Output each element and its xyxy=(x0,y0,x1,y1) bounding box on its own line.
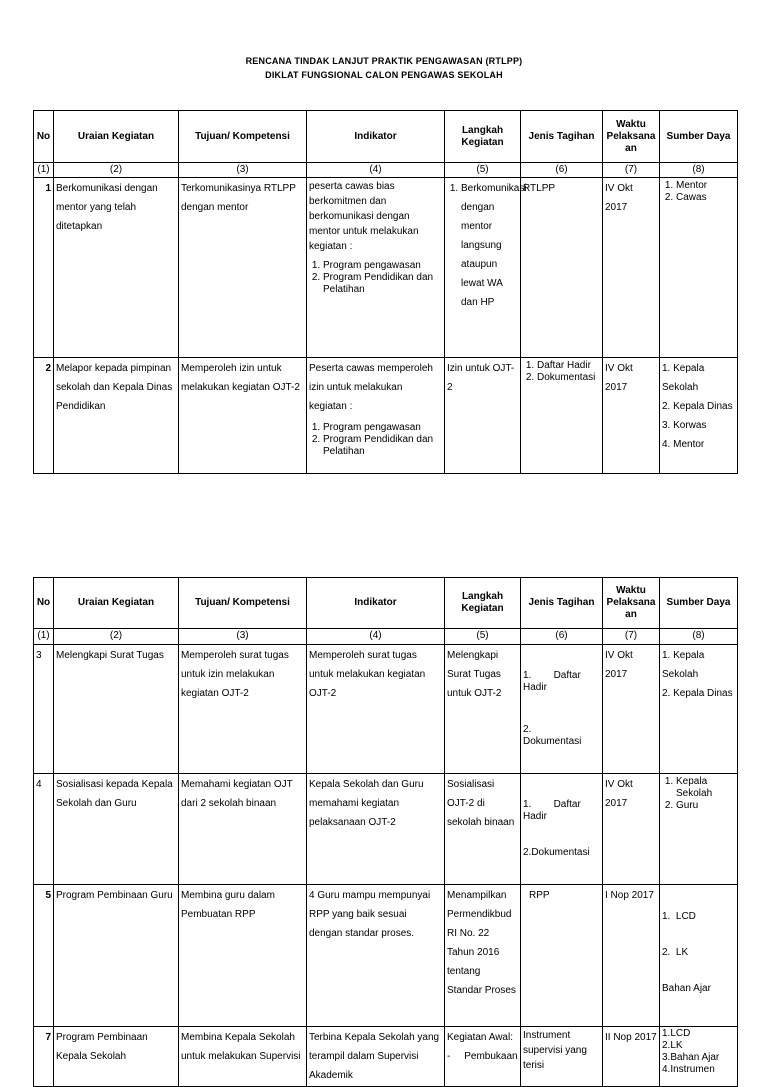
num-1: (1) xyxy=(34,629,54,645)
header-waktu: Waktu Pelaksana an xyxy=(603,578,660,629)
cell-langkah xyxy=(445,178,527,358)
rtlpp-table-2 xyxy=(33,577,738,1087)
header-sumber: Sumber Daya xyxy=(660,578,738,629)
cell-tujuan: Memperoleh izin untuk melakukan kegiatan OJT-2 xyxy=(179,358,307,474)
cell-indikator xyxy=(307,1027,445,1087)
cell-indikator xyxy=(307,358,445,474)
num-5: (5) xyxy=(445,629,521,645)
list-item: 1. Mentor xyxy=(676,180,735,192)
cell-uraian xyxy=(54,1027,179,1087)
cell-waktu: IV Okt 2017 xyxy=(603,645,660,774)
num-3: (3) xyxy=(179,163,307,178)
header-sumber: Sumber Daya xyxy=(660,111,738,163)
cell-sumber xyxy=(660,178,738,358)
header-waktu: Waktu Pelaksana an xyxy=(603,111,660,163)
cell-waktu xyxy=(603,1027,660,1087)
header-jenis: Jenis Tagihan xyxy=(521,111,603,163)
cell-waktu: IV Okt 2017 xyxy=(603,358,660,474)
list-item: 1. Berkomunikasi dengan mentor langsung ataupun lewat WA dan HP xyxy=(461,179,518,312)
cell-langkah: Sosialisasi OJT-2 di sekolah binaan xyxy=(445,774,521,885)
header-tujuan: Tujuan/ Kompetensi xyxy=(179,578,307,629)
cell-indikator: 4 Guru mampu mempunyai RPP yang baik sesuai dengan standar proses. xyxy=(307,885,445,1027)
row-no: 7 xyxy=(34,1027,54,1087)
cell-langkah: Menampilkan Permendikbud RI No. 22 Tahun 2016 tentang Standar Proses xyxy=(445,885,521,1027)
list-item: 2. Kepala Dinas xyxy=(662,401,733,412)
num-1: (1) xyxy=(34,163,54,178)
cell-uraian: Melapor kepada pimpinan sekolah dan Kepala Dinas Pendidikan xyxy=(54,358,179,474)
list-item: 2. Cawas xyxy=(676,192,735,204)
jenis-text: RPP xyxy=(529,890,550,901)
header-uraian: Uraian Kegiatan xyxy=(54,578,179,629)
list-item: 2. Kepala Dinas xyxy=(662,688,733,699)
indikator-text: Terbina Kepala Sekolah yang terampil dalam Supervisi Akademik xyxy=(309,1032,440,1081)
cell-tujuan xyxy=(179,1027,307,1087)
header-langkah: Langkah Kegiatan xyxy=(445,578,521,629)
cell-uraian: Program Pembinaan Guru xyxy=(54,885,179,1027)
langkah-text-2: - Pembukaan xyxy=(447,1051,518,1062)
cell-indikator: Memperoleh surat tugas untuk melakukan kegiatan OJT-2 xyxy=(307,645,445,774)
header-jenis: Jenis Tagihan xyxy=(521,578,603,629)
num-2: (2) xyxy=(54,629,179,645)
cell-tujuan: Terkomunikasinya RTLPP dengan mentor xyxy=(179,178,307,358)
row-no: 1 xyxy=(34,178,54,358)
row-no: 4 xyxy=(34,774,54,885)
header-no: No xyxy=(34,578,54,629)
row-no: 2 xyxy=(34,358,54,474)
cell-tujuan: Memahami kegiatan OJT dari 2 sekolah binaan xyxy=(179,774,307,885)
list-item: 1. Daftar Hadir xyxy=(537,360,600,372)
row-no: 3 xyxy=(34,645,54,774)
list-item: 2. Dokumentasi xyxy=(537,372,600,384)
list-item: 2. Guru xyxy=(676,800,735,812)
list-item: 1. Kepala Sekolah xyxy=(662,363,705,393)
header-indikator: Indikator xyxy=(307,578,445,629)
num-3: (3) xyxy=(179,629,307,645)
list-item: 2. LK xyxy=(662,947,689,958)
cell-sumber xyxy=(660,1027,738,1087)
table-row xyxy=(34,178,738,358)
cell-sumber xyxy=(660,774,738,885)
num-7: (7) xyxy=(603,629,660,645)
cell-tujuan: Membina guru dalam Pembuatan RPP xyxy=(179,885,307,1027)
header-no: No xyxy=(34,111,54,163)
document-subtitle: DIKLAT FUNGSIONAL CALON PENGAWAS SEKOLAH xyxy=(265,70,503,80)
row-no: 5 xyxy=(34,885,54,1027)
num-8: (8) xyxy=(660,629,738,645)
cell-uraian: Melengkapi Surat Tugas xyxy=(54,645,179,774)
num-6: (6) xyxy=(521,629,603,645)
cell-jenis xyxy=(521,645,603,774)
num-8: (8) xyxy=(660,163,738,178)
header-langkah: Langkah Kegiatan xyxy=(445,111,521,163)
list-item: 1. Kepala Sekolah xyxy=(676,776,735,800)
table-row xyxy=(34,645,738,774)
num-5: (5) xyxy=(445,163,521,178)
header-indikator: Indikator xyxy=(307,111,445,163)
cell-langkah: Izin untuk OJT-2 xyxy=(445,358,521,474)
cell-sumber xyxy=(660,358,738,474)
table-row xyxy=(34,885,738,1027)
list-item: 1.LCD xyxy=(662,1028,691,1039)
list-item: 1. LCD xyxy=(662,911,696,922)
cell-indikator xyxy=(307,178,445,358)
num-7: (7) xyxy=(603,163,660,178)
cell-langkah xyxy=(445,1027,521,1087)
num-4: (4) xyxy=(307,629,445,645)
cell-jenis xyxy=(521,358,603,474)
header-tujuan: Tujuan/ Kompetensi xyxy=(179,111,307,163)
list-item: 2. Program Pendidikan dan Pelatihan xyxy=(323,434,442,458)
sumber-wrap xyxy=(662,1028,735,1075)
table-row xyxy=(34,1027,738,1087)
cell-langkah: Melengkapi Surat Tugas untuk OJT-2 xyxy=(445,645,521,774)
list-item: 3.Bahan Ajar xyxy=(662,1052,720,1063)
cell-uraian: Berkomunikasi dengan mentor yang telah ditetapkan xyxy=(54,178,179,358)
cell-tujuan: Memperoleh surat tugas untuk izin melakukan kegiatan OJT-2 xyxy=(179,645,307,774)
num-2: (2) xyxy=(54,163,179,178)
num-4: (4) xyxy=(307,163,445,178)
cell-jenis xyxy=(521,1027,603,1087)
langkah-wrap xyxy=(447,1028,518,1068)
cell-waktu: IV Okt 2017 xyxy=(603,774,660,885)
cell-jenis: RTLPP xyxy=(521,178,603,358)
list-item: 1. Daftar Hadir xyxy=(523,799,584,822)
cell-uraian: Sosialisasi kepada Kepala Sekolah dan Guru xyxy=(54,774,179,885)
langkah-text: Kegiatan Awal: xyxy=(447,1032,513,1043)
rtlpp-table-1 xyxy=(33,110,738,474)
cell-jenis xyxy=(521,885,603,1027)
list-item: 1. Program pengawasan xyxy=(323,260,442,272)
list-item: 2. Dokumentasi xyxy=(523,724,582,747)
uraian-text: Program Pembinaan Kepala Sekolah xyxy=(56,1032,148,1062)
tujuan-text: Membina Kepala Sekolah untuk melakukan Supervisi xyxy=(181,1032,301,1062)
list-item: 1. Kepala Sekolah xyxy=(662,650,705,680)
cell-sumber xyxy=(660,885,738,1027)
indikator-text: Peserta cawas memperoleh izin untuk melakukan kegiatan : xyxy=(309,363,433,412)
table-row xyxy=(34,358,738,474)
cell-waktu: IV Okt 2017 xyxy=(603,178,660,358)
header-uraian: Uraian Kegiatan xyxy=(54,111,179,163)
indikator-text: peserta cawas bias berkomitmen dan berkomunikasi dengan mentor untuk melakukan kegiatan : xyxy=(309,181,419,252)
document-title: RENCANA TINDAK LANJUT PRAKTIK PENGAWASAN (RTLPP) xyxy=(245,56,523,66)
list-item: 2. Program Pendidikan dan Pelatihan xyxy=(323,272,442,296)
cell-waktu: I Nop 2017 xyxy=(603,885,660,1027)
list-item: 3. Korwas xyxy=(662,420,707,431)
list-item: Bahan Ajar xyxy=(662,983,711,994)
list-item: 1. Daftar Hadir xyxy=(523,670,584,693)
table-row xyxy=(34,774,738,885)
cell-jenis xyxy=(521,774,603,885)
list-item: 2.LK xyxy=(662,1040,683,1051)
cell-sumber xyxy=(660,645,738,774)
waktu-text: II Nop 2017 xyxy=(605,1032,657,1043)
list-item: 4.Instrumen xyxy=(662,1064,715,1075)
num-6: (6) xyxy=(521,163,603,178)
list-item: 4. Mentor xyxy=(662,439,705,450)
cell-indikator: Kepala Sekolah dan Guru memahami kegiatan pelaksanaan OJT-2 xyxy=(307,774,445,885)
list-item: 1. Program pengawasan xyxy=(323,422,442,434)
list-item: 2.Dokumentasi xyxy=(523,847,590,858)
jenis-text: Instrument supervisi yang terisi xyxy=(523,1030,587,1071)
